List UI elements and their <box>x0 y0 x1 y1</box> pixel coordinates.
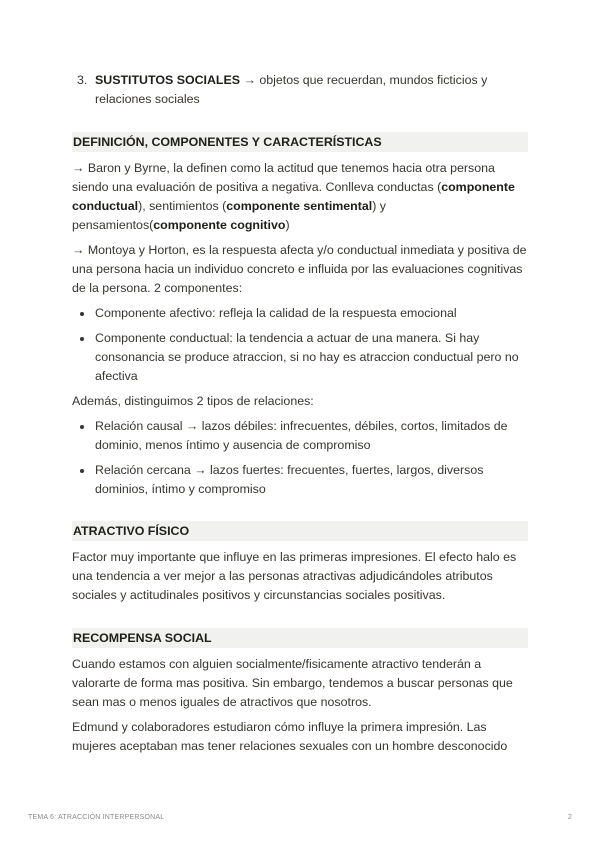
paragraph-montoya-horton: → Montoya y Horton, es la respuesta afecta y/o conductual inmediata y positiva de una persona hacia un individuo concreto e influida por las evaluaciones cognitivas de la persona. 2 componentes: <box>72 243 527 295</box>
paragraph-atractivo: Factor muy importante que influye en las primeras impresiones. El efecto halo es una tendencia a ver mejor a las personas atractivas adjudicándoles atributos sociales y actitudinales positivos y circunstancias sociales positivas. <box>72 550 517 602</box>
paragraph-baron-byrne <box>72 159 528 235</box>
paragraph-recompensa-1: Cuando estamos con alguien socialmente/fisicamente atractivo tenderán a valorarte de forma mas positiva. Sin embargo, tendemos a buscar personas que sean mas o menos iguales de atractivos que nosotros. <box>72 657 513 709</box>
list-item <box>72 461 528 499</box>
list-item <box>72 71 528 109</box>
list-item-text: Relación causal → lazos débiles: infrecuentes, débiles, cortos, limitados de dominio, menos íntimo y ausencia de compromiso <box>95 419 508 452</box>
text-span: → Baron y Byrne, la definen como la actitud que tenemos hacia otra persona siendo una evaluación de positiva a negativa. Conlleva conductas ( <box>72 161 495 194</box>
list-item-text: Componente afectivo: refleja la calidad de la respuesta emocional <box>95 306 457 320</box>
section-heading-recompensa: RECOMPENSA SOCIAL <box>72 628 528 648</box>
bullet-icon <box>80 337 84 341</box>
list-item <box>72 329 528 386</box>
list-item <box>72 417 528 455</box>
paragraph-recompensa-2: Edmund y colaboradores estudiaron cómo influye la primera impresión. Las mujeres aceptaban mas tener relaciones sexuales con un hombre desconocido <box>72 720 508 753</box>
bullet-icon <box>80 469 84 473</box>
relations-list <box>72 417 528 499</box>
text-span: ), sentimientos ( <box>138 199 227 213</box>
bold-term: componente cognitivo <box>153 218 286 232</box>
page-number: 2 <box>567 814 572 821</box>
document-body <box>72 71 528 762</box>
paragraph-tipos-relaciones: Además, distinguimos 2 tipos de relaciones: <box>72 394 314 408</box>
list-item-text: Relación cercana → lazos fuertes: frecuentes, fuertes, largos, diversos dominios, íntimo y compromiso <box>95 463 484 496</box>
list-item-text: → objetos que recuerdan, mundos ficticios y relaciones sociales <box>95 73 488 106</box>
list-item-text: Componente conductual: la tendencia a actuar de una manera. Si hay consonancia se produce atraccion, si no hay es atraccion conductual pero no afectiva <box>95 331 519 383</box>
numbered-list <box>72 71 528 109</box>
bold-term: componente sentimental <box>226 199 373 213</box>
text-span: ) y pensamientos( <box>72 199 386 232</box>
list-item <box>72 304 528 323</box>
components-list <box>72 304 528 386</box>
text-span: ) <box>285 218 290 232</box>
list-number: 3. <box>77 73 88 87</box>
section-heading-definicion: DEFINICIÓN, COMPONENTES Y CARACTERÍSTICAS <box>72 132 528 152</box>
bold-term: componente conductual <box>72 180 515 213</box>
bullet-icon <box>80 425 84 429</box>
section-heading-atractivo: ATRACTIVO FÍSICO <box>72 521 528 541</box>
footer-title: TEMA 6: ATRACCIÓN INTERPERSONAL <box>28 814 165 821</box>
bullet-icon <box>80 312 84 316</box>
bold-term: SUSTITUTOS SOCIALES <box>95 73 241 87</box>
